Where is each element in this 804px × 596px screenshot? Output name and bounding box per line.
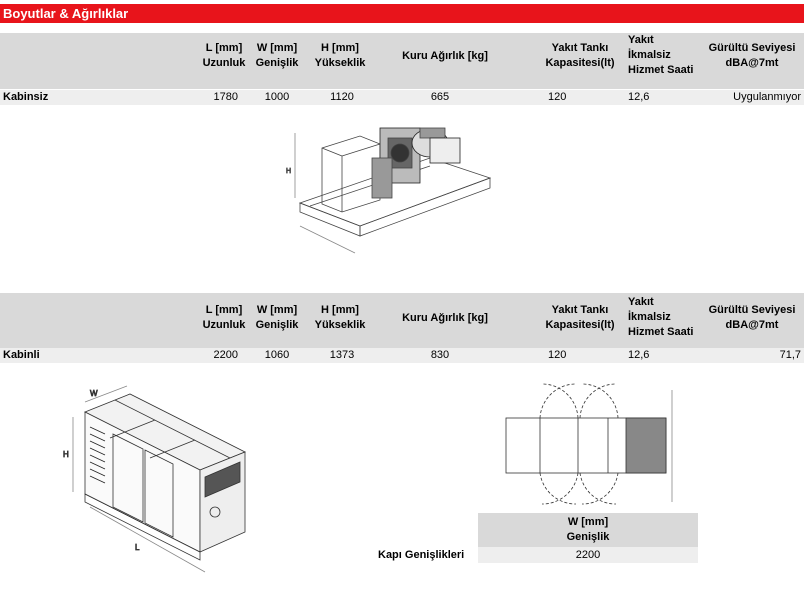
door-plan-drawing xyxy=(500,380,680,508)
col-tank-header xyxy=(540,41,620,71)
col-tank-l2: Kapasitesi(lt) xyxy=(545,57,615,69)
col-l-header xyxy=(198,303,250,333)
col-noise-l1: Gürültü Seviyesi xyxy=(708,42,796,54)
col-w-header xyxy=(251,41,303,71)
col-hours-l2: İkmalsiz xyxy=(628,49,671,61)
col-weight-header: Kuru Ağırlık [kg] xyxy=(402,312,488,324)
col-noise-header xyxy=(700,41,804,71)
cell-l: 1780 xyxy=(213,91,238,103)
col-h-unit: H [mm] xyxy=(321,304,359,316)
col-noise-l2: dBA@7mt xyxy=(725,319,779,331)
col-l-unit: L [mm] xyxy=(205,42,243,54)
col-tank-l1: Yakıt Tankı xyxy=(551,304,609,316)
cell-tank: 120 xyxy=(548,349,567,361)
row-label: Kabinli xyxy=(3,349,40,361)
canopy-genset-drawing xyxy=(55,382,270,582)
door-width-name: Genişlik xyxy=(566,531,610,543)
col-l-name: Uzunluk xyxy=(202,319,246,331)
col-tank-l2: Kapasitesi(lt) xyxy=(545,319,615,331)
door-widths-label: Kapı Genişlikleri xyxy=(378,549,465,561)
col-l-unit: L [mm] xyxy=(205,304,243,316)
col-tank-l1: Yakıt Tankı xyxy=(551,42,609,54)
door-width-value: 2200 xyxy=(478,547,698,563)
col-h-unit: H [mm] xyxy=(321,42,359,54)
col-l-header xyxy=(198,41,250,71)
label-w: W xyxy=(90,389,98,398)
cell-h: 1120 xyxy=(330,91,354,103)
col-w-name: Genişlik xyxy=(255,57,299,69)
row-label: Kabinsiz xyxy=(3,91,49,103)
table-header-canopy xyxy=(0,293,804,349)
col-hours-header xyxy=(628,295,698,340)
col-hours-header xyxy=(628,33,698,78)
door-width-unit: W [mm] xyxy=(567,516,609,528)
table-row xyxy=(0,348,804,363)
cell-w: 1060 xyxy=(264,349,290,361)
label-l: L xyxy=(135,543,140,552)
door-width-header xyxy=(478,513,698,547)
col-h-name: Yükseklik xyxy=(314,319,366,331)
col-noise-header xyxy=(700,303,804,333)
col-w-header xyxy=(251,303,303,333)
table-header-open xyxy=(0,33,804,89)
col-weight-header: Kuru Ağırlık [kg] xyxy=(402,50,488,62)
col-noise-l2: dBA@7mt xyxy=(725,57,779,69)
col-h-name: Yükseklik xyxy=(314,57,366,69)
cell-w: 1000 xyxy=(264,91,290,103)
cell-tank: 120 xyxy=(548,91,567,103)
cell-l: 2200 xyxy=(213,349,238,361)
cell-h: 1373 xyxy=(329,349,355,361)
col-hours-l3: Hizmet Saati xyxy=(628,64,694,76)
col-hours-l1: Yakıt xyxy=(628,296,654,308)
section-title-bar xyxy=(0,4,804,23)
col-tank-header xyxy=(540,303,620,333)
col-hours-l3: Hizmet Saati xyxy=(628,326,694,338)
col-h-header xyxy=(308,41,372,71)
col-l-name: Uzunluk xyxy=(202,57,246,69)
section-title: Boyutlar & Ağırlıklar xyxy=(3,6,129,21)
cell-weight: 665 xyxy=(430,91,450,103)
cell-noise: 71,7 xyxy=(779,349,801,361)
col-h-header xyxy=(308,303,372,333)
col-noise-l1: Gürültü Seviyesi xyxy=(708,304,796,316)
cell-hours: 12,6 xyxy=(628,349,650,361)
cell-noise: Uygulanmıyor xyxy=(733,91,801,103)
col-w-unit: W [mm] xyxy=(256,304,298,316)
cell-hours: 12,6 xyxy=(628,91,650,103)
label-h: H xyxy=(286,168,292,175)
label-h: H xyxy=(63,450,69,459)
col-hours-l2: İkmalsiz xyxy=(628,311,671,323)
table-row xyxy=(0,90,804,105)
cell-weight: 830 xyxy=(430,349,450,361)
open-genset-drawing xyxy=(280,108,500,268)
col-w-unit: W [mm] xyxy=(256,42,298,54)
col-w-name: Genişlik xyxy=(255,319,299,331)
col-hours-l1: Yakıt xyxy=(628,34,654,46)
